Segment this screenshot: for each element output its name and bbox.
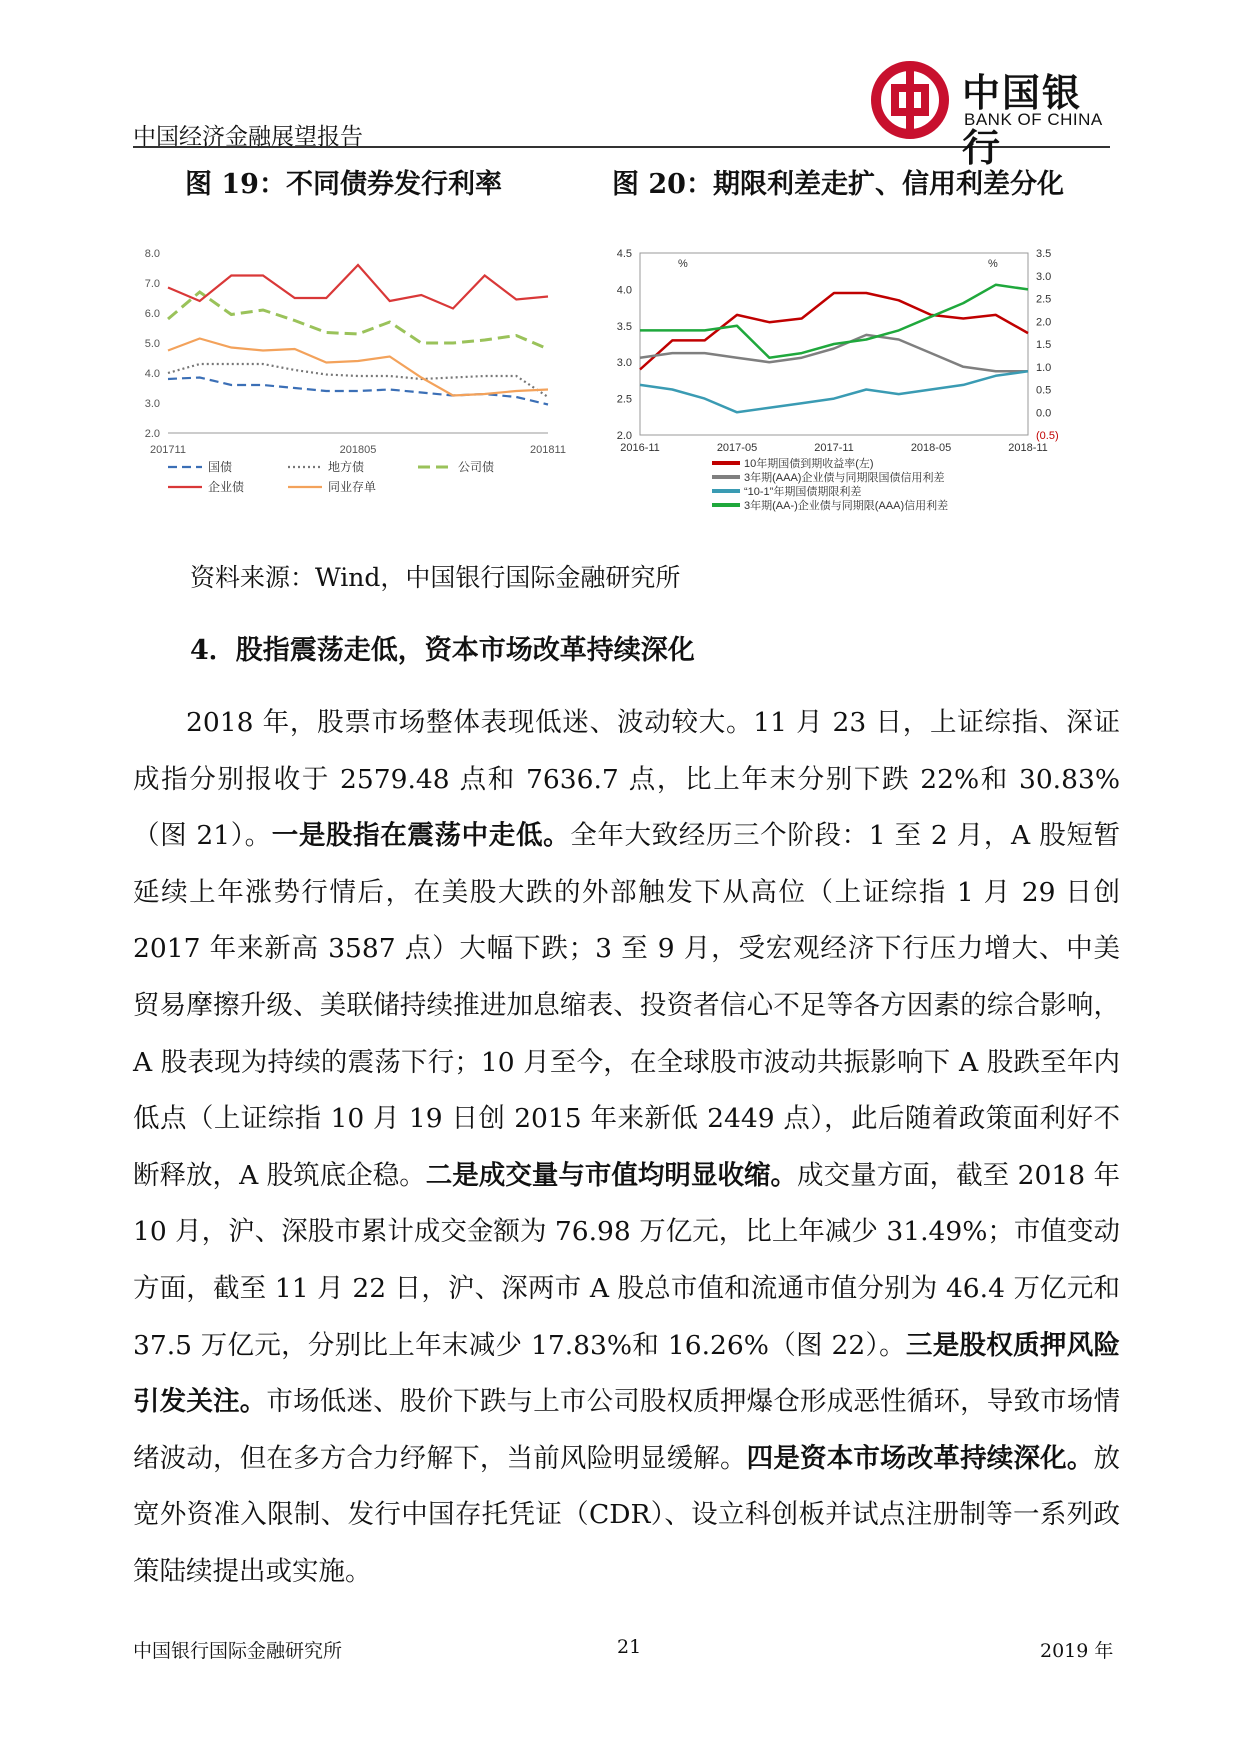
y-left-tick-label: 2.0 <box>616 430 632 442</box>
left-axis-unit: % <box>678 258 688 270</box>
series-line <box>640 285 1028 358</box>
series-line <box>168 265 548 309</box>
y-left-tick-label: 4.0 <box>616 284 632 297</box>
y-right-tick-label: 3.5 <box>1036 248 1052 260</box>
legend-label: 公司债 <box>458 460 495 474</box>
series-line <box>168 339 548 396</box>
body-text: 放宽外资准入限制、发行中国存托凭证（CDR）、设立科创板并试点注册制等一系列政策陆续提出或实施。 <box>133 1442 1121 1587</box>
legend-label: 10年期国债到期收益率(左) <box>744 458 874 470</box>
y-right-tick-label: 1.5 <box>1036 339 1052 351</box>
legend-label: 3年期(AAA)企业债与同期限国债信用利差 <box>744 472 945 484</box>
y-tick-label: 3.0 <box>144 398 160 410</box>
y-right-tick-label: 2.5 <box>1036 293 1052 306</box>
x-tick-label: 2018-05 <box>910 442 952 454</box>
series-line <box>168 364 548 397</box>
body-text: 全年大致经历三个阶段：1 至 2 月，A 股短暂延续上年涨势行情后，在美股大跌的外部触发下从高位（上证综指 1 月 29 日创 2017 年来新高 3587 点）大幅下跌；3 至 9 月，受宏观经济下行压力增大、中美贸易摩擦升级、美联储持续推进加息缩表、投资者信心不足等各方因素的综合影响，A 股表现为持续的震荡下行；10 月至今，在全球股市波动共振影响下 A 股跌至年内低点（上证综指 10 月 19 日创 2015 年来新低 2449 点），此后随着政策面利好不断释放，A 股筑底企稳。 <box>133 820 1120 1191</box>
body-text: 2018 年，股票市场整体表现低迷、波动较大。11 月 23 日，上证综指、深证成指分别报收于 2579.48 点和 7636.7 点，比上年末分别下跌 22%和 30.83%（图 21）。 <box>133 707 1120 852</box>
legend-label: 3年期(AA-)企业债与同期限(AAA)信用利差 <box>744 500 949 512</box>
y-right-tick-label: 1.0 <box>1036 361 1052 374</box>
x-tick-label: 201711 <box>150 444 186 456</box>
body-paragraph <box>133 695 1120 1601</box>
y-right-tick-label: 3.0 <box>1036 270 1052 283</box>
y-tick-label: 6.0 <box>144 308 160 320</box>
y-tick-label: 4.0 <box>144 368 160 380</box>
body-highlight: 二是成交量与市值均明显收缩。 <box>425 1159 798 1191</box>
y-right-tick-label: 0.5 <box>1036 384 1052 397</box>
y-left-tick-label: 3.0 <box>616 357 632 370</box>
figure19-chart <box>128 235 568 550</box>
series-line <box>168 378 548 405</box>
x-tick-label: 2018-11 <box>1008 442 1048 454</box>
y-tick-label: 8.0 <box>144 248 160 260</box>
logo-name-cn: 中国银行 <box>962 70 1083 170</box>
body-text: 市场低迷、股价下跌与上市公司股权质押爆仓形成恶性循环，导致市场情绪波动，但在多方合力纾解下，当前风险明显缓解。 <box>133 1386 1121 1474</box>
y-right-tick-label: (0.5) <box>1036 430 1059 442</box>
bank-logo <box>870 60 1115 170</box>
body-highlight: 一是股指在震荡中走低。 <box>271 820 571 852</box>
y-left-tick-label: 4.5 <box>616 248 632 260</box>
y-left-tick-label: 3.5 <box>616 320 632 333</box>
body-highlight: 三是股权质押风险引发关注。 <box>133 1329 1120 1418</box>
source-note: 资料来源：Wind，中国银行国际金融研究所 <box>190 563 681 592</box>
footer-institute: 中国银行国际金融研究所 <box>133 1640 343 1662</box>
figure20-chart <box>600 235 1080 560</box>
y-right-tick-label: 0.0 <box>1036 407 1052 420</box>
x-tick-label: 2017-05 <box>716 442 758 454</box>
body-highlight: 四是资本市场改革持续深化。 <box>746 1442 1094 1474</box>
x-tick-label: 201805 <box>339 444 377 456</box>
x-tick-label: 201811 <box>530 444 566 456</box>
y-tick-label: 5.0 <box>144 338 160 350</box>
logo-name-en: BANK OF CHINA <box>964 110 1103 129</box>
legend-label: 企业债 <box>208 480 245 494</box>
legend-label: “10-1”年期国债期限利差 <box>744 486 862 498</box>
figure19-title: 图 19：不同债券发行利率 <box>185 169 502 200</box>
x-tick-label: 2016-11 <box>620 442 660 454</box>
report-title: 中国经济金融展望报告 <box>133 124 363 150</box>
y-right-tick-label: 2.0 <box>1036 316 1052 329</box>
x-tick-label: 2017-11 <box>814 442 854 454</box>
figure20-title: 图 20：期限利差走扩、信用利差分化 <box>612 169 1064 200</box>
footer-year: 2019 年 <box>1040 1640 1114 1662</box>
section-heading: 4．股指震荡走低，资本市场改革持续深化 <box>190 635 695 666</box>
y-tick-label: 2.0 <box>144 428 160 440</box>
body-text: 成交量方面，截至 2018 年 10 月，沪、深股市累计成交金额为 76.98 万亿元，比上年减少 31.49%；市值变动方面，截至 11 月 22 日，沪、深两市 A 股总市值和流通市值分别为 46.4 万亿元和 37.5 万亿元，分别比上年末减少 17.83%和 16.26%（图 22）。 <box>133 1159 1121 1361</box>
legend-label: 地方债 <box>328 460 365 474</box>
series-line <box>168 292 548 349</box>
legend-label: 同业存单 <box>328 480 377 494</box>
y-left-tick-label: 2.5 <box>616 393 632 406</box>
y-tick-label: 7.0 <box>144 278 160 290</box>
series-line <box>640 371 1028 412</box>
page-number: 21 <box>617 1636 642 1658</box>
bank-of-china-emblem-icon <box>870 60 950 140</box>
legend-label: 国债 <box>208 460 233 474</box>
right-axis-unit: % <box>988 258 998 270</box>
